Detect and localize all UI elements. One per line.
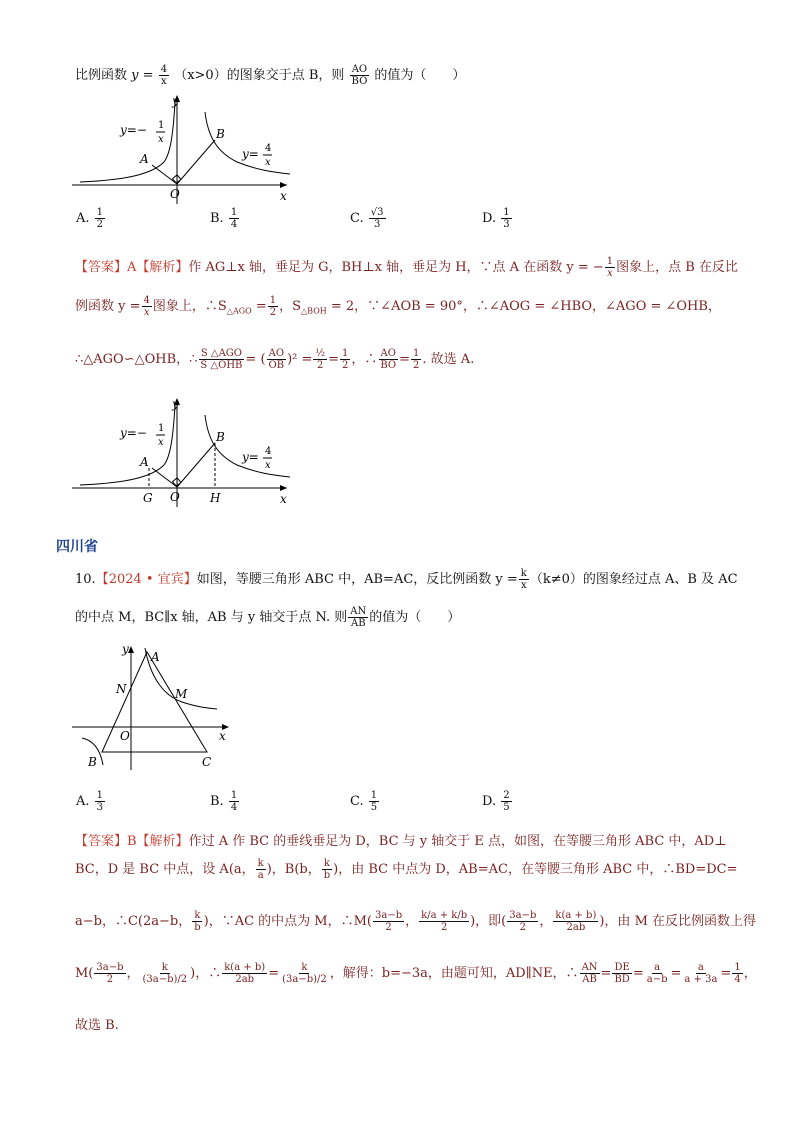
q9-g2-right-curve-label: y= bbox=[242, 450, 259, 464]
q10-graph bbox=[72, 640, 242, 770]
q10-answer-line-5: 故选 B. bbox=[75, 1018, 119, 1033]
q10-g-ylabel: y bbox=[122, 642, 129, 656]
q9-graph-1 bbox=[72, 92, 302, 204]
q9-g1-frac-x: x bbox=[158, 134, 164, 145]
q9-answer-line-1: 【答案】A【解析】作 AG⊥x 轴，垂足为 G，BH⊥x 轴，垂足为 H，∵点 A 在函数 y = − $\frac{1}{x}$ 图象上，点 B 在反比 bbox=[75, 256, 738, 279]
q9-g2-point-b: B bbox=[216, 430, 225, 444]
section-title: 四川省 bbox=[56, 539, 98, 555]
q9-answer-line-2: 例函数 y = $\frac{4}{x}$ 图象上，$\therefore S_{\triangle AGO}$ = $\frac{1}{2}$ ，$S_{\triangle BOH} = 2$，∵∠AOB = 90°，∴∠AOG = ∠HBO，∠AGO = ∠OHB， bbox=[75, 295, 721, 318]
q9-g2-xlabel: x bbox=[280, 492, 287, 506]
q10-g-point-m: M bbox=[175, 687, 188, 701]
q10-option-b[interactable]: B. $\frac{1}{4}$ bbox=[210, 790, 238, 813]
q9-g2-point-g: G bbox=[143, 491, 153, 505]
svg-text:4: 4 bbox=[265, 446, 272, 457]
q10-option-c[interactable]: C. $\frac{1}{5}$ bbox=[350, 790, 378, 813]
q9-g1-ylabel: y bbox=[172, 94, 179, 108]
q9-g2-left-curve-label: y=− bbox=[120, 426, 147, 440]
q9-g2-point-h: H bbox=[210, 491, 221, 505]
q9-g1-frac-1: 1 bbox=[158, 120, 165, 131]
q9-frac-ao-bo: $\frac{AO}{BO}$ bbox=[351, 64, 368, 87]
q9-g1-frac-4: 4 bbox=[265, 143, 272, 154]
svg-text:1: 1 bbox=[158, 423, 165, 434]
q10-g-point-n: N bbox=[116, 682, 127, 696]
svg-text:x: x bbox=[265, 157, 271, 168]
q10-source: 【2024 • 宜宾】 bbox=[95, 572, 197, 587]
q10-number: 10. bbox=[75, 572, 96, 587]
q9-option-d[interactable]: D. $\frac{1}{3}$ bbox=[482, 207, 510, 230]
q9-option-c[interactable]: C. $\frac{√3}{3}$ bbox=[350, 207, 384, 230]
q10-g-point-b: B bbox=[88, 755, 97, 769]
q10-g-point-a: A bbox=[151, 650, 160, 664]
q9-g2-origin: O bbox=[170, 490, 180, 504]
q10-stem-line-1: 10.【2024 • 宜宾】如图，等腰三角形 ABC 中，AB=AC，反比例函数 y = $\frac{k}{x}$ （k≠0）的图象经过点 A、B 及 AC bbox=[75, 568, 738, 591]
q10-answer-line-4: M( $\frac{3a-b}{2}$ ， $\frac{k}{(3a-b)/2}$ )，∴ $\frac{k(a + b)}{2ab}$ = $\frac{k}{(3a-b)/2}$ ，解得：b=−3a，由题可知，AD∥NE，∴ $\frac{AN}{AB}$ = $\frac{DE}{BD}$ = $\frac{a}{a-b}$ = $\frac{a}{a + 3a}$ = $\frac{1}{4}$ ， bbox=[75, 962, 757, 985]
q10-stem-line-2: 的中点 M，BC∥x 轴，AB 与 y 轴交于点 N. 则 $\frac{AN}{AB}$ 的值为（ ） bbox=[75, 606, 461, 629]
q10-g-point-c: C bbox=[202, 755, 212, 769]
q9-g2-point-a: A bbox=[140, 455, 149, 469]
q10-option-d[interactable]: D. $\frac{2}{5}$ bbox=[482, 790, 510, 813]
q10-g-origin: O bbox=[120, 729, 130, 743]
q10-g-xlabel: x bbox=[219, 729, 226, 743]
q9-answer-line-3: ∴△AGO∽△OHB，∴ $\frac{\text{S △AGO}}{\text{S △OHB}}$ = ( $\frac{AO}{OB}$ )² = $\frac{\text{½}}{2}$ = $\frac{1}{2}$ ，∴ $\frac{AO}{BO}$ = $\frac{1}{2}$ . 故选 A. bbox=[75, 348, 475, 371]
q10-answer-line-2: BC，D 是 BC 中点，设 A(a， $\frac{k}{a}$ )，B(b， $\frac{k}{b}$ )，由 BC 中点为 D，AB=AC，在等腰三角形 ABC 中，∴BD=DC= bbox=[75, 858, 738, 881]
q9-g1-origin: O bbox=[170, 187, 180, 201]
q9-stem: 比例函数 y = $\frac{4}{x}$ （x>0）的图象交于点 B，则 $\frac{AO}{BO}$ 的值为（ ） bbox=[75, 64, 466, 87]
q9-g1-right-curve-label: y= bbox=[242, 147, 259, 161]
q9-g1-xlabel: x bbox=[280, 189, 287, 203]
q9-graph-2 bbox=[72, 395, 302, 507]
q10-option-a[interactable]: A. $\frac{1}{3}$ bbox=[76, 790, 104, 813]
q9-g1-point-b: B bbox=[216, 127, 225, 141]
q9-g1-left-curve-label: y=− bbox=[120, 123, 147, 137]
q9-option-a[interactable]: A. $\frac{1}{2}$ bbox=[76, 207, 104, 230]
svg-text:x: x bbox=[265, 460, 271, 471]
q9-g1-point-a: A bbox=[140, 152, 149, 166]
q10-answer-line-3: a−b，∴C(2a−b， $\frac{k}{b}$ )，∵AC 的中点为 M，∴M( $\frac{3a-b}{2}$ ， $\frac{k/a + k/b}{2}$ )，即( $\frac{3a-b}{2}$ ， $\frac{k(a + b)}{2ab}$ )，由 M 在反比例函数上得 bbox=[75, 910, 757, 933]
q10-answer-line-1: 【答案】B【解析】作过 A 作 BC 的垂线垂足为 D，BC 与 y 轴交于 E 点，如图，在等腰三角形 ABC 中，AD⊥ bbox=[75, 834, 727, 849]
q9-frac-4-over-x: $\frac{4}{x}$ bbox=[160, 64, 168, 87]
svg-text:x: x bbox=[158, 437, 164, 448]
q9-g2-ylabel: y bbox=[172, 397, 179, 411]
q9-option-b[interactable]: B. $\frac{1}{4}$ bbox=[210, 207, 238, 230]
